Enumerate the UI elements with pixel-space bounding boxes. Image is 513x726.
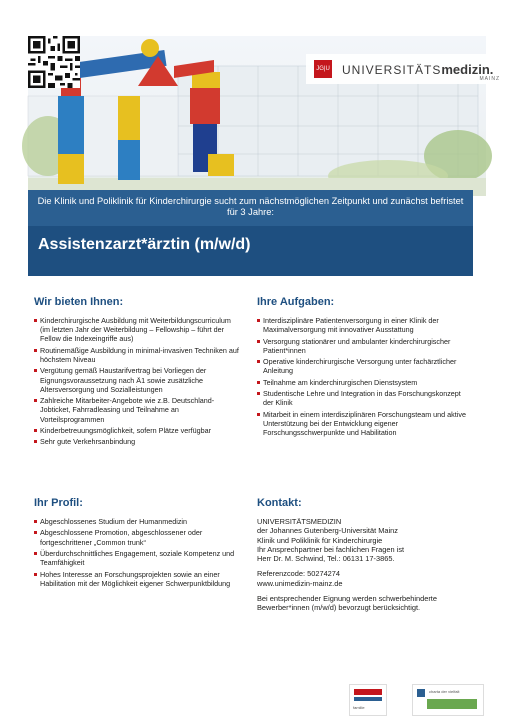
list-item: Interdisziplinäre Patientenversorgung in einer Klinik der Maximalversorgung mit innovativer Ausstattung	[257, 316, 467, 334]
contact-person-intro: Ihr Ansprechpartner bei fachlichen Fragen ist	[257, 544, 405, 554]
bullet-icon	[34, 319, 37, 322]
job-title: Assistenzarzt*ärztin (m/w/d)	[38, 236, 251, 253]
list-item: Mitarbeit in einem interdisziplinären Forschungsteam und aktive Unterstützung bei der Entwicklung eigener Forschungsschwerpunkte und Habilitation	[257, 410, 467, 438]
list-item: Kinderchirurgische Ausbildung mit Weiterbildungscurriculum (im letzten Jahr der Weiterbildung – Fellowship – führt der Fellow die Indexeingriffe aus)	[34, 316, 239, 344]
profile-section	[34, 497, 239, 590]
familie-badge-icon	[350, 685, 386, 715]
offer-section	[34, 296, 239, 449]
jgu-logo-mark: JG|U	[314, 60, 332, 78]
hero-illustration	[28, 36, 500, 196]
bullet-icon	[257, 340, 260, 343]
bullet-icon	[257, 360, 260, 363]
title-band	[28, 226, 473, 276]
contact-org: UNIVERSITÄTSMEDIZIN	[257, 517, 342, 526]
list-item: Vergütung gemäß Haustarifvertrag bei Vorliegen der Eignungsvoraussetzung nach Ä1 sowie zusätzliche Altersversorgung und Sozialleistungen	[34, 366, 239, 394]
logo-location: MAINZ	[479, 76, 500, 82]
list-item: Sehr gute Verkehrsanbindung	[34, 437, 239, 446]
bullet-icon	[34, 349, 37, 352]
charta-der-vielfalt-badge	[412, 684, 484, 716]
list-item: Teilnahme am kinderchirurgischen Dienstsystem	[257, 378, 467, 387]
list-item: Kinderbetreuungsmöglichkeit, sofern Plätze verfügbar	[34, 426, 239, 435]
qr-code-icon[interactable]	[28, 36, 80, 88]
reference-code: Referenzcode: 50274274	[257, 569, 341, 579]
logo-brand-bold: medizin.	[441, 61, 494, 77]
contact-heading: Kontakt:	[257, 497, 302, 509]
familie-badge-text: familie	[353, 705, 365, 710]
bullet-icon	[257, 381, 260, 384]
list-item: Abgeschlossenes Studium der Humanmedizin	[34, 517, 239, 526]
list-item: Operative kinderchirurgische Versorgung unter fachärztlicher Anleitung	[257, 357, 467, 375]
bullet-icon	[34, 520, 37, 523]
tasks-heading: Ihre Aufgaben:	[257, 296, 335, 308]
bullet-icon	[34, 369, 37, 372]
profile-heading: Ihr Profil:	[34, 497, 83, 509]
contact-person: Herr Dr. M. Schwind, Tel.: 06131 17-3865.	[257, 554, 395, 564]
bullet-icon	[34, 429, 37, 432]
contact-org-university: der Johannes Gutenberg-Universität Mainz	[257, 526, 398, 536]
disability-note: Bei entsprechender Eignung werden schwerbehinderte Bewerber*innen (m/w/d) bevorzugt berücksichtigt.	[257, 594, 437, 613]
bullet-icon	[34, 440, 37, 443]
profile-list	[34, 517, 239, 588]
charta-badge-text: charta der vielfalt	[429, 689, 460, 694]
tasks-section	[257, 296, 467, 440]
bullet-icon	[34, 399, 37, 402]
bullet-icon	[34, 531, 37, 534]
list-item: Hohes Interesse an Forschungsprojekten sowie an einer Habilitation mit der Möglichkeit eigener Schwerpunktbildung	[34, 570, 239, 588]
list-item: Abgeschlossene Promotion, abgeschlossener oder fortgeschrittener „Common trunk“	[34, 528, 239, 546]
list-item: Zahlreiche Mitarbeiter-Angebote wie z.B. Deutschland-Jobticket, Fahrradleasing und Teilnahme an Vorteilsprogrammen	[34, 396, 239, 424]
universitaetsmedizin-logo	[306, 54, 508, 84]
bullet-icon	[257, 319, 260, 322]
list-item: Routinemäßige Ausbildung in minimal-invasiven Techniken auf höchstem Niveau	[34, 346, 239, 364]
bullet-icon	[257, 413, 260, 416]
website-link[interactable]: www.unimedizin-mainz.de	[257, 578, 343, 588]
tasks-list	[257, 316, 467, 437]
bullet-icon	[34, 552, 37, 555]
contact-clinic: Klinik und Poliklinik für Kinderchirurgie	[257, 535, 383, 545]
list-item: Überdurchschnittliches Engagement, soziale Kompetenz und Teamfähigkeit	[34, 549, 239, 567]
logo-brand-prefix: UNIVERSITÄTS	[342, 62, 442, 77]
bullet-icon	[34, 573, 37, 576]
offer-heading: Wir bieten Ihnen:	[34, 296, 124, 308]
familie-certificate-badge	[349, 684, 387, 716]
list-item: Versorgung stationärer und ambulanter kinderchirurgischer Patient*innen	[257, 337, 467, 355]
list-item: Studentische Lehre und Integration in das Forschungskonzept der Klinik	[257, 389, 467, 407]
contact-section	[257, 497, 472, 613]
intro-text: Die Klinik und Poliklinik für Kinderchirurgie sucht zum nächstmöglichen Zeitpunkt und zunächst befristet für 3 Jahre:	[28, 190, 473, 226]
bullet-icon	[257, 392, 260, 395]
offer-list	[34, 316, 239, 447]
